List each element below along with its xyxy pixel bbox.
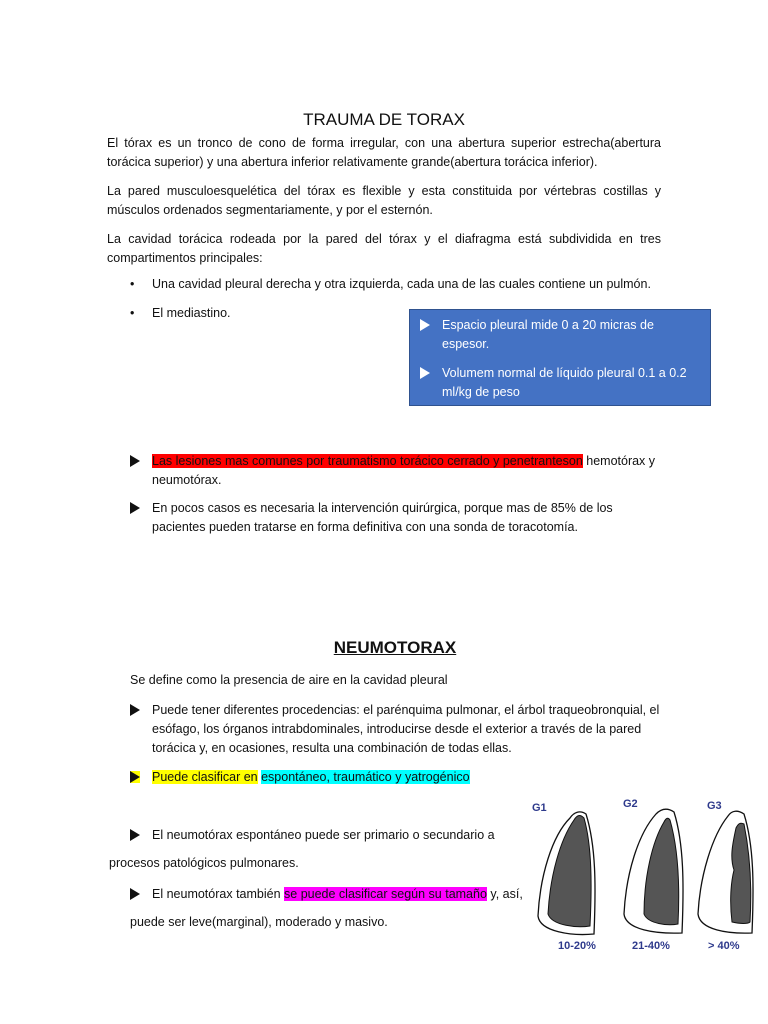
- arrow-bullet-icon: [130, 455, 140, 467]
- arrow-bullet-icon: [130, 704, 140, 716]
- paragraph-thorax-definition: El tórax es un tronco de cono de forma irregular, con una abertura superior estrecha(abertura torácica superior) y una abertura inferior relativamente grande(abertura torácica inferior).: [107, 136, 661, 169]
- pleural-info-box: [409, 309, 711, 406]
- list-item-mediastinum: El mediastino.: [152, 306, 231, 320]
- highlight-yellow: Puede clasificar en: [152, 770, 258, 784]
- grade-percent: 10-20%: [558, 940, 596, 952]
- pneumothorax-grades-figure: [522, 796, 762, 956]
- paragraph-thorax-cavity: La cavidad torácica rodeada por la pared del tórax y el diafragma está subdividida en tres compartimentos principales:: [107, 232, 661, 265]
- paragraph-thorax-wall: La pared musculoesquelética del tórax es flexible y esta constituida por vértebras costillas y músculos ordenados segmentariamente, y por el esternón.: [107, 184, 661, 217]
- grade-percent: > 40%: [708, 940, 740, 952]
- highlight-cyan: espontáneo, traumático y yatrogénico: [261, 770, 470, 784]
- arrow-bullet-icon: [130, 829, 140, 841]
- highlight-magenta: se puede clasificar según su tamaño: [284, 887, 487, 901]
- grade-label: G1: [532, 802, 547, 814]
- bullet-dot: •: [130, 277, 135, 291]
- grade-percent: 21-40%: [632, 940, 670, 952]
- box-item: Espacio pleural mide 0 a 20 micras de espesor.: [442, 316, 702, 354]
- paragraph-definition: Se define como la presencia de aire en la cavidad pleural: [130, 673, 448, 687]
- arrow-bullet-icon: [130, 771, 140, 783]
- arrow-bullet-icon: [420, 367, 430, 379]
- grade-label: G2: [623, 798, 638, 810]
- paragraph-continuation: puede ser leve(marginal), moderado y masivo.: [130, 915, 388, 929]
- lung-diagrams: [522, 796, 762, 936]
- box-item: Volumem normal de líquido pleural 0.1 a 0.2 ml/kg de peso: [442, 364, 702, 402]
- grade-label: G3: [707, 800, 722, 812]
- arrow-bullet-icon: [130, 888, 140, 900]
- lung-collapsed-g1: [548, 816, 591, 927]
- bullet-dot: •: [130, 306, 135, 320]
- section-title-neumotorax: NEUMOTORAX: [333, 638, 457, 657]
- page-title: TRAUMA DE TORAX: [303, 110, 465, 129]
- highlight-red: Las lesiones mas comunes por traumatismo torácico cerrado y penetrante: [152, 454, 563, 468]
- highlight-red-son: son: [562, 454, 583, 468]
- list-item-pleural-cavity: Una cavidad pleural derecha y otra izquierda, cada una de las cuales contiene un pulmón.: [152, 277, 651, 291]
- arrow-bullet-icon: [130, 502, 140, 514]
- paragraph-continuation: procesos patológicos pulmonares.: [109, 856, 299, 870]
- arrow-bullet-icon: [420, 319, 430, 331]
